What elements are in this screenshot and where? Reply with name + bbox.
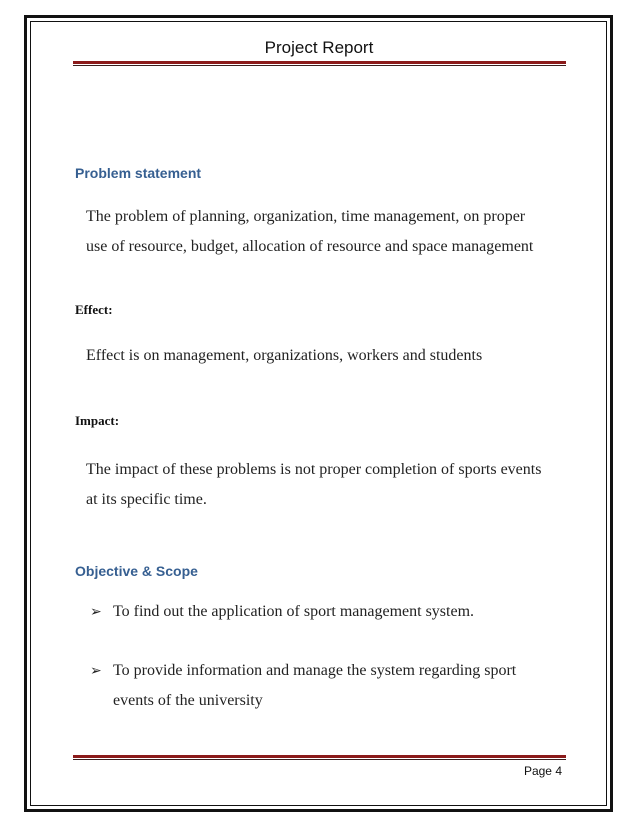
- problem-statement-heading: Problem statement: [75, 165, 202, 181]
- objective-bullet-2-line-2: events of the university: [113, 692, 263, 709]
- arrow-bullet-icon: ➢: [90, 663, 102, 679]
- page-header-title: Project Report: [264, 38, 374, 57]
- page-number: Page 4: [523, 764, 562, 778]
- footer-rule: [73, 755, 566, 758]
- effect-text: [86, 341, 566, 371]
- objective-bullet-1-line-1: To find out the application of sport management system.: [113, 603, 475, 620]
- header-rule: [73, 61, 566, 64]
- objective-bullet-1: [90, 597, 560, 627]
- impact-line-1: The impact of these problems is not proper completion of sports events: [86, 461, 542, 478]
- effect-line-1: Effect is on management, organizations, workers and students: [86, 347, 483, 364]
- impact-line-2: at its specific time.: [86, 491, 207, 508]
- objective-scope-heading: Objective & Scope: [75, 563, 198, 579]
- problem-line-2: use of resource, budget, allocation of resource and space management: [86, 238, 534, 255]
- objective-bullet-2-line-1: To provide information and manage the system regarding sport: [113, 662, 517, 679]
- effect-heading: Effect:: [75, 302, 113, 317]
- arrow-bullet-icon: ➢: [90, 604, 102, 620]
- footer-rule-thin: [73, 759, 566, 760]
- header-rule-thin: [73, 65, 566, 66]
- impact-text: [86, 455, 566, 515]
- problem-line-1: The problem of planning, organization, time management, on proper: [86, 208, 526, 225]
- problem-statement-text: [86, 202, 566, 262]
- objective-bullet-2: [90, 656, 560, 716]
- impact-heading: Impact:: [75, 413, 120, 428]
